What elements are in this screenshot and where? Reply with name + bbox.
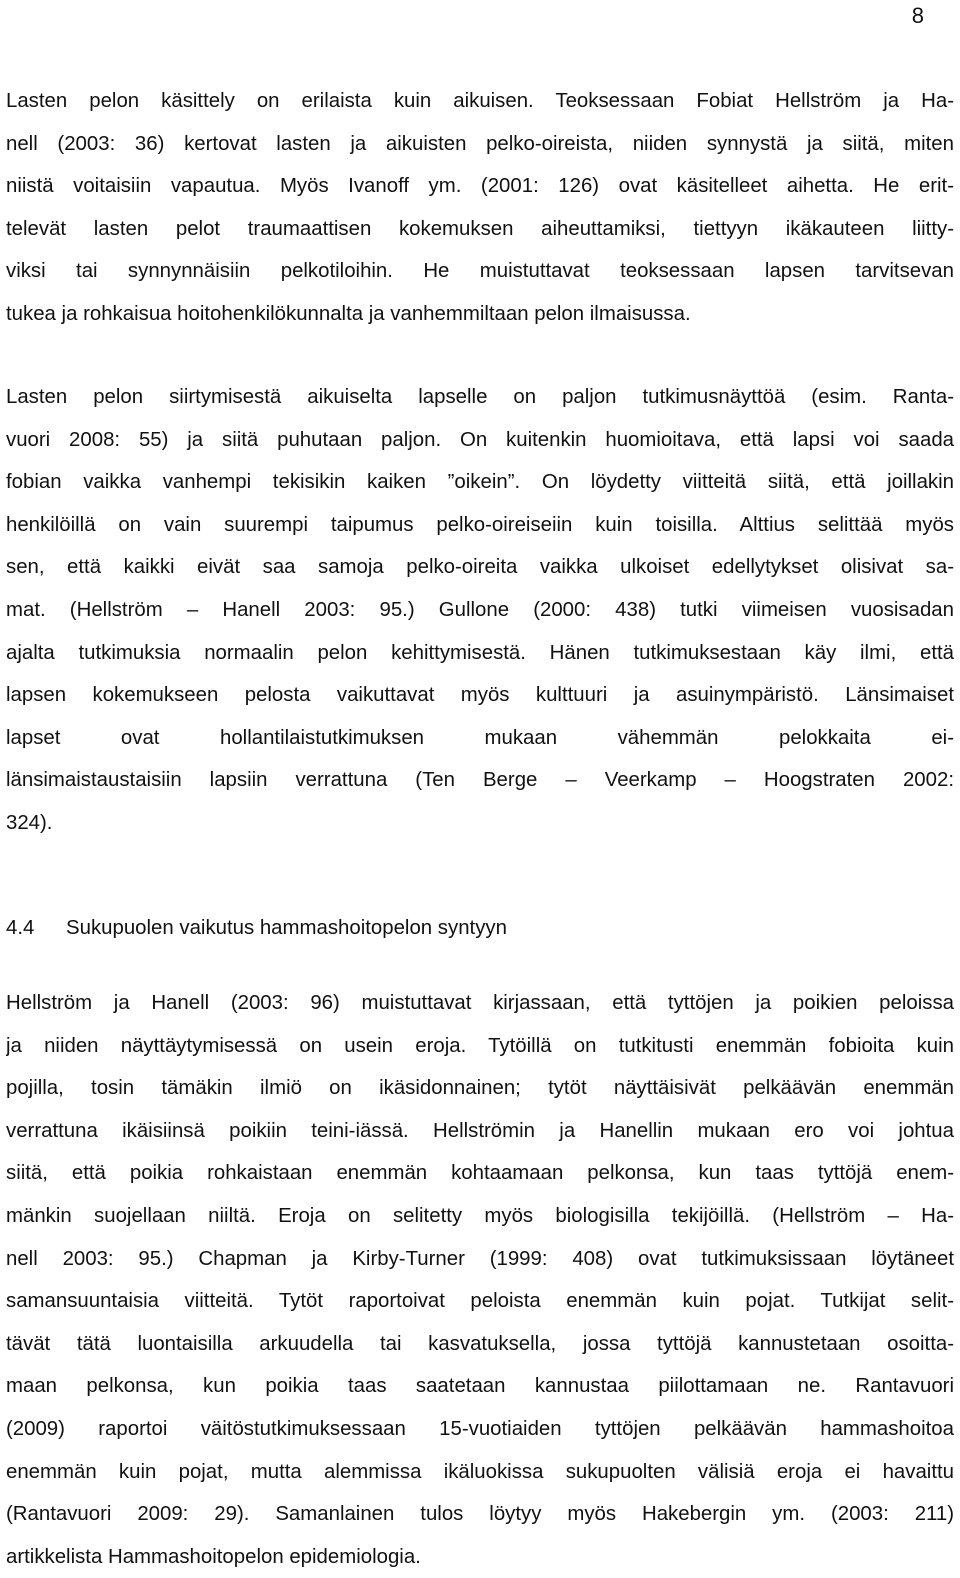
paragraph-line: 324).: [6, 811, 53, 834]
paragraph-line: Hellström ja Hanell (2003: 96) muistuttavat kirjassaan, että tyttöjen ja poikien peloissa: [6, 992, 954, 1014]
paragraph-line: enemmän kuin pojat, mutta alemmissa ikäluokissa sukupuolten välisiä eroja ei havaittu: [6, 1460, 954, 1483]
paragraph-line: fobian vaikka vanhempi tekisikin kaiken ”oikein”. On löydetty viitteitä siitä, että joillakin: [6, 471, 954, 494]
paragraph-line: mat. (Hellström – Hanell 2003: 95.) Gullone (2000: 438) tutki viimeisen vuosisadan: [6, 598, 954, 621]
paragraph-line: artikkelista Hammashoitopelon epidemiologia.: [6, 1545, 421, 1568]
paragraph-line: niistä voitaisiin vapautua. Myös Ivanoff ym. (2001: 126) ovat käsitelleet aihetta. He erit-: [6, 175, 954, 197]
paragraph-3: [6, 982, 954, 1578]
paragraph-line: Lasten pelon siirtymisestä aikuiselta lapselle on paljon tutkimusnäyttöä (esim. Ranta-: [6, 386, 954, 408]
paragraph-line: (2009) raportoi väitöstutkimuksessaan 15-vuotiaiden tyttöjen pelkäävän hammashoitoa: [6, 1417, 954, 1440]
paragraph-line: siitä, että poikia rohkaistaan enemmän kohtaamaan pelkonsa, kun taas tyttöjä enem-: [6, 1162, 954, 1185]
paragraph-line: länsimaistaustaisiin lapsiin verrattuna (Ten Berge – Veerkamp – Hoogstraten 2002:: [6, 769, 954, 792]
paragraph-line: henkilöillä on vain suurempi taipumus pelko-oireiseiin kuin toisilla. Alttius selittää myös: [6, 513, 954, 536]
paragraph-line: samansuuntaisia viitteitä. Tytöt raportoivat peloista enemmän kuin pojat. Tutkijat selit-: [6, 1290, 954, 1313]
paragraph-line: ja niiden näyttäytymisessä on usein eroja. Tytöillä on tutkitusti enemmän fobioita kuin: [6, 1034, 954, 1057]
paragraph-line: verrattuna ikäisiinsä poikiin teini-iässä. Hellströmin ja Hanellin mukaan ero voi johtua: [6, 1119, 954, 1142]
paragraph-line: sen, että kaikki eivät saa samoja pelko-oireita vaikka ulkoiset edellytykset olisivat sa-: [6, 556, 954, 579]
section-heading: [6, 910, 954, 946]
paragraph-line: viksi tai synnynnäisiin pelkotiloihin. He muistuttavat teoksessaan lapsen tarvitsevan: [6, 260, 954, 282]
paragraph-line: lapsen kokemukseen pelosta vaikuttavat myös kulttuuri ja asuinympäristö. Länsimaiset: [6, 684, 954, 707]
paragraph-line: tukea ja rohkaisua hoitohenkilökunnalta ja vanhemmiltaan pelon ilmaisussa.: [6, 302, 691, 325]
paragraph-1: [6, 80, 954, 335]
paragraph-line: nell 2003: 95.) Chapman ja Kirby-Turner (1999: 408) ovat tutkimuksissaan löytäneet: [6, 1247, 954, 1270]
paragraph-line: nell (2003: 36) kertovat lasten ja aikuisten pelko-oireista, niiden synnystä ja siitä, miten: [6, 132, 954, 155]
paragraph-line: lapset ovat hollantilaistutkimuksen mukaan vähemmän pelokkaita ei-: [6, 726, 954, 749]
section-number: 4.4: [6, 917, 35, 939]
paragraph-line: ajalta tutkimuksia normaalin pelon kehittymisestä. Hänen tutkimuksestaan käy ilmi, että: [6, 641, 954, 664]
paragraph-line: Lasten pelon käsittely on erilaista kuin aikuisen. Teoksessaan Fobiat Hellström ja Ha-: [6, 90, 954, 112]
paragraph-line: vuori 2008: 55) ja siitä puhutaan paljon. On kuitenkin huomioitava, että lapsi voi saada: [6, 428, 954, 451]
page-number: 8: [911, 3, 924, 28]
paragraph-line: (Rantavuori 2009: 29). Samanlainen tulos löytyy myös Hakebergin ym. (2003: 211): [6, 1503, 954, 1526]
paragraph-line: maan pelkonsa, kun poikia taas saatetaan kannustaa piilottamaan ne. Rantavuori: [6, 1375, 954, 1398]
section-title: Sukupuolen vaikutus hammashoitopelon syntyyn: [66, 917, 507, 939]
paragraph-line: mänkin suojellaan niiltä. Eroja on selitetty myös biologisilla tekijöillä. (Hellström – Ha-: [6, 1204, 954, 1227]
paragraph-line: tävät tätä luontaisilla arkuudella tai kasvatuksella, jossa tyttöjä kannustetaan osoitta-: [6, 1332, 954, 1355]
paragraph-2: [6, 376, 954, 845]
paragraph-line: televät lasten pelot traumaattisen kokemuksen aiheuttamiksi, tiettyyn ikäkauteen liitty-: [6, 217, 954, 240]
paragraph-line: pojilla, tosin tämäkin ilmiö on ikäsidonnainen; tytöt näyttäisivät pelkäävän enemmän: [6, 1077, 954, 1100]
